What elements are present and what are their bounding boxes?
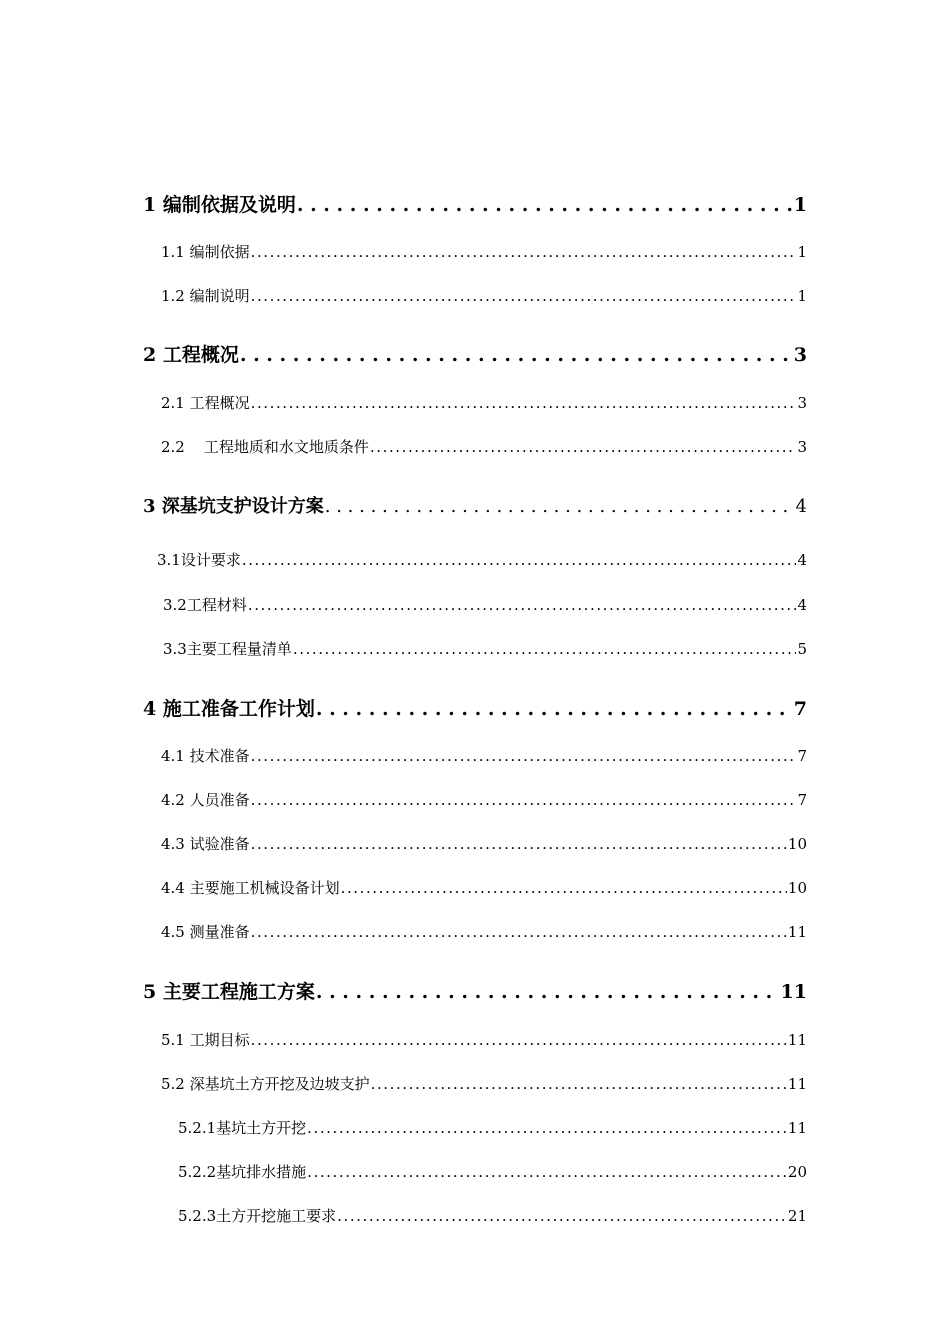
toc-entry-title: 5.1 工期目标 [161,1031,250,1049]
toc-dot-leader [316,981,780,1003]
toc-entry-page: 7 [797,791,807,809]
toc-entry-page: 3 [793,344,807,366]
toc-entry-page: 4 [797,551,807,569]
toc-entry-5-1[interactable] [161,1029,807,1050]
toc-entry-4-5[interactable] [161,921,807,942]
toc-dot-leader [337,1207,787,1225]
toc-entry-page: 11 [787,923,807,941]
toc-entry-title: 3.3主要工程量清单 [163,640,292,658]
toc-entry-page: 11 [787,1119,807,1137]
toc-dot-leader [251,923,787,941]
toc-entry-2-2[interactable] [161,436,807,457]
toc-entry-title: 3.1设计要求 [157,551,241,569]
toc-entry-5[interactable] [143,977,807,1004]
toc-dot-leader [251,394,797,412]
toc-dot-leader [251,835,787,853]
toc-dot-leader [316,698,793,720]
toc-dot-leader [251,287,797,305]
toc-dot-leader [370,438,797,456]
toc-entry-title: 3 深基坑支护设计方案 [143,496,324,517]
toc-entry-3-1[interactable] [157,549,807,570]
toc-entry-page: 3 [797,394,807,412]
toc-entry-title: 1 编制依据及说明 [143,194,296,216]
toc-entry-4-2[interactable] [161,789,807,810]
toc-entry-title: 5.2.1基坑土方开挖 [178,1119,307,1137]
toc-entry-1-1[interactable] [161,241,807,262]
toc-entry-title: 5.2.2基坑排水措施 [178,1163,307,1181]
toc-entry-page: 7 [793,698,807,720]
toc-entry-title: 5.2 深基坑土方开挖及边坡支护 [161,1075,370,1093]
toc-entry-3-3[interactable] [163,638,807,659]
toc-entry-page: 1 [797,243,807,261]
toc-entry-5-2-1[interactable] [178,1117,807,1138]
toc-entry-page: 4 [795,496,807,517]
toc-dot-leader [240,344,793,366]
toc-entry-title: 4 施工准备工作计划 [143,698,315,720]
toc-entry-title: 4.2 人员准备 [161,791,250,809]
toc-entry-5-2-3[interactable] [178,1205,807,1226]
toc-entry-4[interactable] [143,694,807,721]
toc-entry-page: 11 [787,1075,807,1093]
toc-entry-page: 10 [787,879,807,897]
toc-entry-3-2[interactable] [163,594,807,615]
toc-dot-leader [297,194,793,216]
toc-entry-page: 21 [787,1207,807,1225]
toc-dot-leader [371,1075,787,1093]
toc-dot-leader [248,596,797,614]
toc-entry-page: 5 [797,640,807,658]
toc-dot-leader [251,791,797,809]
toc-entry-title: 2.1 工程概况 [161,394,250,412]
toc-entry-title: 1.1 编制依据 [161,243,250,261]
toc-entry-title: 3.2工程材料 [163,596,247,614]
toc-entry-page: 3 [797,438,807,456]
toc-entry-page: 20 [787,1163,807,1181]
toc-entry-2-1[interactable] [161,392,807,413]
toc-dot-leader [251,243,797,261]
toc-entry-3[interactable] [143,492,807,518]
toc-entry-title: 4.5 测量准备 [161,923,250,941]
toc-entry-1[interactable] [143,190,807,217]
toc-entry-5-2-2[interactable] [178,1161,807,1182]
toc-entry-title: 5.2.3土方开挖施工要求 [178,1207,337,1225]
toc-dot-leader [251,747,797,765]
toc-entry-page: 1 [797,287,807,305]
toc-entry-page: 11 [780,981,807,1003]
toc-entry-page: 10 [787,835,807,853]
toc-entry-title: 4.1 技术准备 [161,747,250,765]
toc-entry-title: 2.2 工程地质和水文地质条件 [161,438,369,456]
toc-entry-page: 1 [793,194,807,216]
toc-dot-leader [293,640,797,658]
toc-entry-title: 2 工程概况 [143,344,239,366]
toc-entry-4-1[interactable] [161,745,807,766]
toc-entry-title: 4.3 试验准备 [161,835,250,853]
toc-entry-page: 7 [797,747,807,765]
toc-entry-5-2[interactable] [161,1073,807,1094]
toc-entry-page: 4 [797,596,807,614]
toc-dot-leader [325,496,795,517]
toc-entry-4-4[interactable] [161,877,807,898]
toc-entry-2[interactable] [143,340,807,367]
toc-dot-leader [341,879,787,897]
toc-dot-leader [242,551,797,569]
toc-dot-leader [251,1031,787,1049]
toc-entry-page: 11 [787,1031,807,1049]
toc-entry-title: 5 主要工程施工方案 [143,981,315,1003]
toc-dot-leader [307,1119,787,1137]
toc-entry-4-3[interactable] [161,833,807,854]
toc-entry-1-2[interactable] [161,285,807,306]
toc-entry-title: 4.4 主要施工机械设备计划 [161,879,340,897]
toc-dot-leader [307,1163,787,1181]
toc-entry-title: 1.2 编制说明 [161,287,250,305]
